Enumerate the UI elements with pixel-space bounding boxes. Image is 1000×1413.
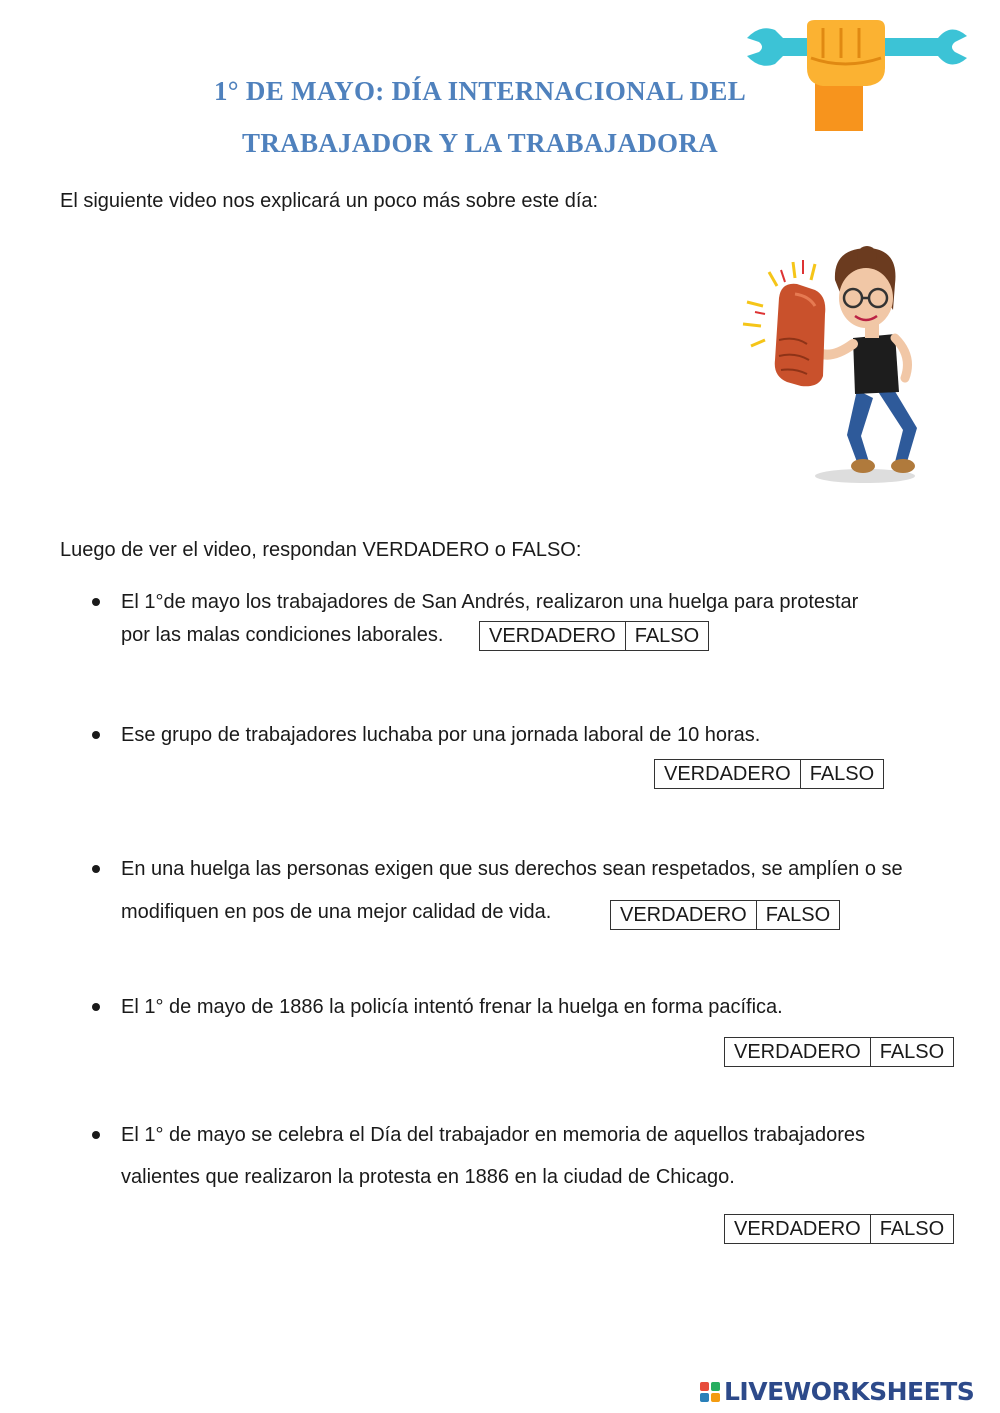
bullet-4 xyxy=(92,1003,100,1011)
option-falso-1[interactable]: FALSO xyxy=(625,622,708,650)
page-title-line-2: TRABAJADOR Y LA TRABAJADORA xyxy=(242,128,718,158)
question-1-line-1: El 1°de mayo los trabajadores de San Andrés, realizaron una huelga para protestar xyxy=(121,591,859,613)
question-2-line-1: Ese grupo de trabajadores luchaba por una jornada laboral de 10 horas. xyxy=(121,724,761,746)
raised-fist-icon xyxy=(807,20,885,131)
answer-box-2 xyxy=(654,759,884,789)
option-verdadero-5[interactable]: VERDADERO xyxy=(734,1218,861,1240)
bullet-2 xyxy=(92,731,100,739)
fist-wrench-illustration xyxy=(745,18,970,133)
question-1-line-2: por las malas condiciones laborales. xyxy=(121,624,444,646)
answer-box-1 xyxy=(479,621,709,651)
option-falso-3[interactable]: FALSO xyxy=(756,901,839,929)
bullet-3 xyxy=(92,865,100,873)
option-verdadero-2[interactable]: VERDADERO xyxy=(664,763,791,785)
question-5-line-2: valientes que realizaron la protesta en 1886 en la ciudad de Chicago. xyxy=(121,1166,735,1188)
question-4-line-1: El 1° de mayo de 1886 la policía intentó frenar la huelga en forma pacífica. xyxy=(121,996,783,1018)
page-title-line-1: 1° DE MAYO: DÍA INTERNACIONAL DEL xyxy=(213,76,747,106)
answer-box-3 xyxy=(610,900,840,930)
question-3-line-1: En una huelga las personas exigen que sus derechos sean respetados, se amplíen o se xyxy=(121,858,903,880)
option-verdadero-1[interactable]: VERDADERO xyxy=(489,625,616,647)
liveworksheets-logo[interactable] xyxy=(700,1377,974,1406)
cartoon-woman-illustration xyxy=(735,240,935,490)
question-5-line-1: El 1° de mayo se celebra el Día del trabajador en memoria de aquellos trabajadores xyxy=(121,1124,865,1146)
option-falso-5[interactable]: FALSO xyxy=(870,1215,953,1243)
option-verdadero-4[interactable]: VERDADERO xyxy=(734,1041,861,1063)
bullet-5 xyxy=(92,1131,100,1139)
answer-box-5 xyxy=(724,1214,954,1244)
intro-text: El siguiente video nos explicará un poco más sobre este día: xyxy=(60,190,599,212)
logo-grid-icon xyxy=(700,1382,720,1402)
option-verdadero-3[interactable]: VERDADERO xyxy=(620,904,747,926)
answer-box-4 xyxy=(724,1037,954,1067)
option-falso-2[interactable]: FALSO xyxy=(800,760,883,788)
question-3-line-2: modifiquen en pos de una mejor calidad de vida. xyxy=(121,901,552,923)
logo-text: LIVEWORKSHEETS xyxy=(724,1377,975,1406)
instructions-text: Luego de ver el video, respondan VERDADERO o FALSO: xyxy=(60,539,582,561)
foam-finger-icon xyxy=(775,284,826,387)
option-falso-4[interactable]: FALSO xyxy=(870,1038,953,1066)
bullet-1 xyxy=(92,598,100,606)
